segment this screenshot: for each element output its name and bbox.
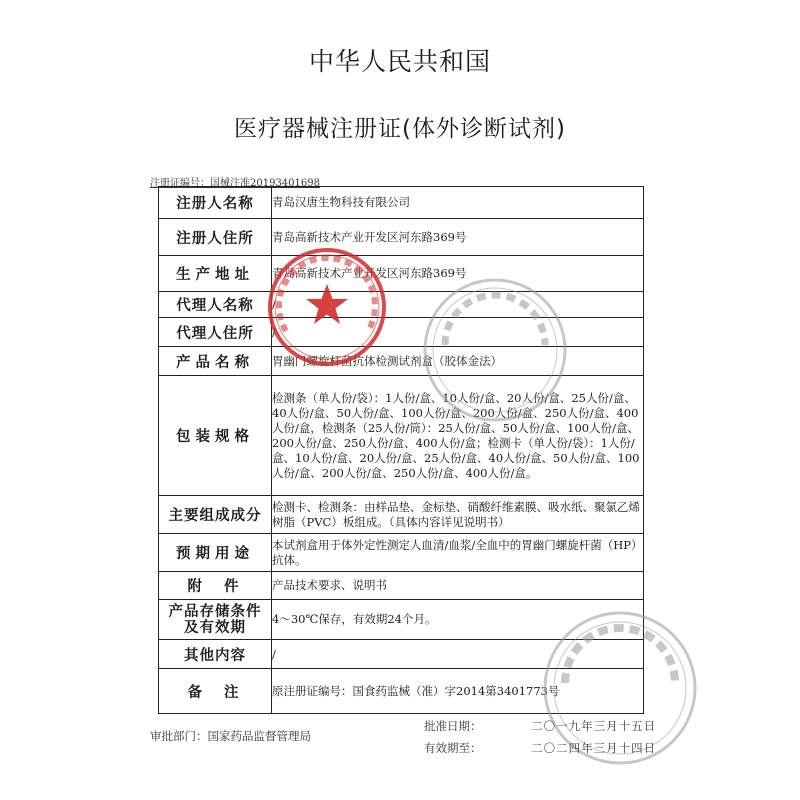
field-value: 青岛汉唐生物科技有限公司 xyxy=(272,187,644,219)
field-label: 注册人住所 xyxy=(159,219,272,256)
field-value: / xyxy=(272,640,644,669)
valid-until xyxy=(424,740,656,756)
field-value: 检测卡、检测条：由样品垫、金标垫、硝酸纤维素膜、吸水纸、聚氯乙烯树脂（PVC）板组成。（具体内容详见说明书） xyxy=(272,496,644,534)
table-row xyxy=(159,534,644,572)
table-row xyxy=(159,318,644,347)
country-heading: 中华人民共和国 xyxy=(308,47,491,76)
table-row xyxy=(159,292,644,318)
table-row xyxy=(159,496,644,534)
approver-value: 国家药品监督管理局 xyxy=(207,729,311,743)
field-label: 代理人住所 xyxy=(159,318,272,347)
table-row xyxy=(159,347,644,376)
field-label: 产品存储条件及有效期 xyxy=(159,600,272,640)
field-value: 胃幽门螺旋杆菌抗体检测试剂盒（胶体金法） xyxy=(272,347,644,376)
certificate-table xyxy=(158,186,644,714)
field-label: 预期用途 xyxy=(159,534,272,572)
field-value: 检测条（单人份/袋）：1人份/盒、10人份/盒、20人份/盒、25人份/盒、40人份/盒、50人份/盒、100人份/盒、200人份/盒、250人份/盒、400人份/盒，检测条（25人份/筒）：25人份/盒、50人份/盒、100人份/盒、200人份/盒、250人份/盒、400人份/盒；检测卡（单人份/袋）：1人份/盒、10人份/盒、20人份/盒、25人份/盒、40人份/盒、50人份/盒、100人份/盒、200人份/盒、250人份/盒、400人份/盒。 xyxy=(272,376,644,496)
field-value: / xyxy=(272,292,644,318)
field-label: 生产地址 xyxy=(159,256,272,292)
approval-date-value: 二〇一九年三月十五日 xyxy=(531,719,657,733)
table-row xyxy=(159,219,644,256)
table-row xyxy=(159,640,644,669)
valid-until-label: 有效期至： xyxy=(424,741,482,755)
field-value: 青岛高新技术产业开发区河东路369号 xyxy=(272,219,644,256)
approval-date-label: 批准日期： xyxy=(424,719,482,733)
approver xyxy=(150,728,311,744)
field-label: 备注 xyxy=(159,669,272,714)
table-row xyxy=(159,572,644,600)
table-row xyxy=(159,669,644,714)
approval-date xyxy=(424,718,656,734)
table-row xyxy=(159,187,644,219)
field-label: 代理人名称 xyxy=(159,292,272,318)
field-value: 青岛高新技术产业开发区河东路369号 xyxy=(272,256,644,292)
field-value: 产品技术要求、说明书 xyxy=(272,572,644,600)
registration-number-value: 国械注准20193401698 xyxy=(210,178,320,189)
field-value: 本试剂盒用于体外定性测定人血清/血浆/全血中的胃幽门螺旋杆菌（HP）抗体。 xyxy=(272,534,644,572)
valid-until-value: 二〇二四年三月十四日 xyxy=(531,741,657,755)
table-row xyxy=(159,256,644,292)
field-label: 注册人名称 xyxy=(159,187,272,219)
field-label: 主要组成成分 xyxy=(159,496,272,534)
field-label: 附件 xyxy=(159,572,272,600)
field-value: / xyxy=(272,318,644,347)
table-row xyxy=(159,600,644,640)
field-label: 其他内容 xyxy=(159,640,272,669)
registration-number-label: 注册证编号： xyxy=(150,178,210,189)
certificate-title: 医疗器械注册证(体外诊断试剂) xyxy=(234,116,566,142)
field-label: 包装规格 xyxy=(159,376,272,496)
field-label: 产品名称 xyxy=(159,347,272,376)
field-value: 4～30℃保存，有效期24个月。 xyxy=(272,600,644,640)
field-value: 原注册证编号：国食药监械（准）字2014第3401773号 xyxy=(272,669,644,714)
approver-label: 审批部门： xyxy=(150,729,208,743)
table-row xyxy=(159,376,644,496)
